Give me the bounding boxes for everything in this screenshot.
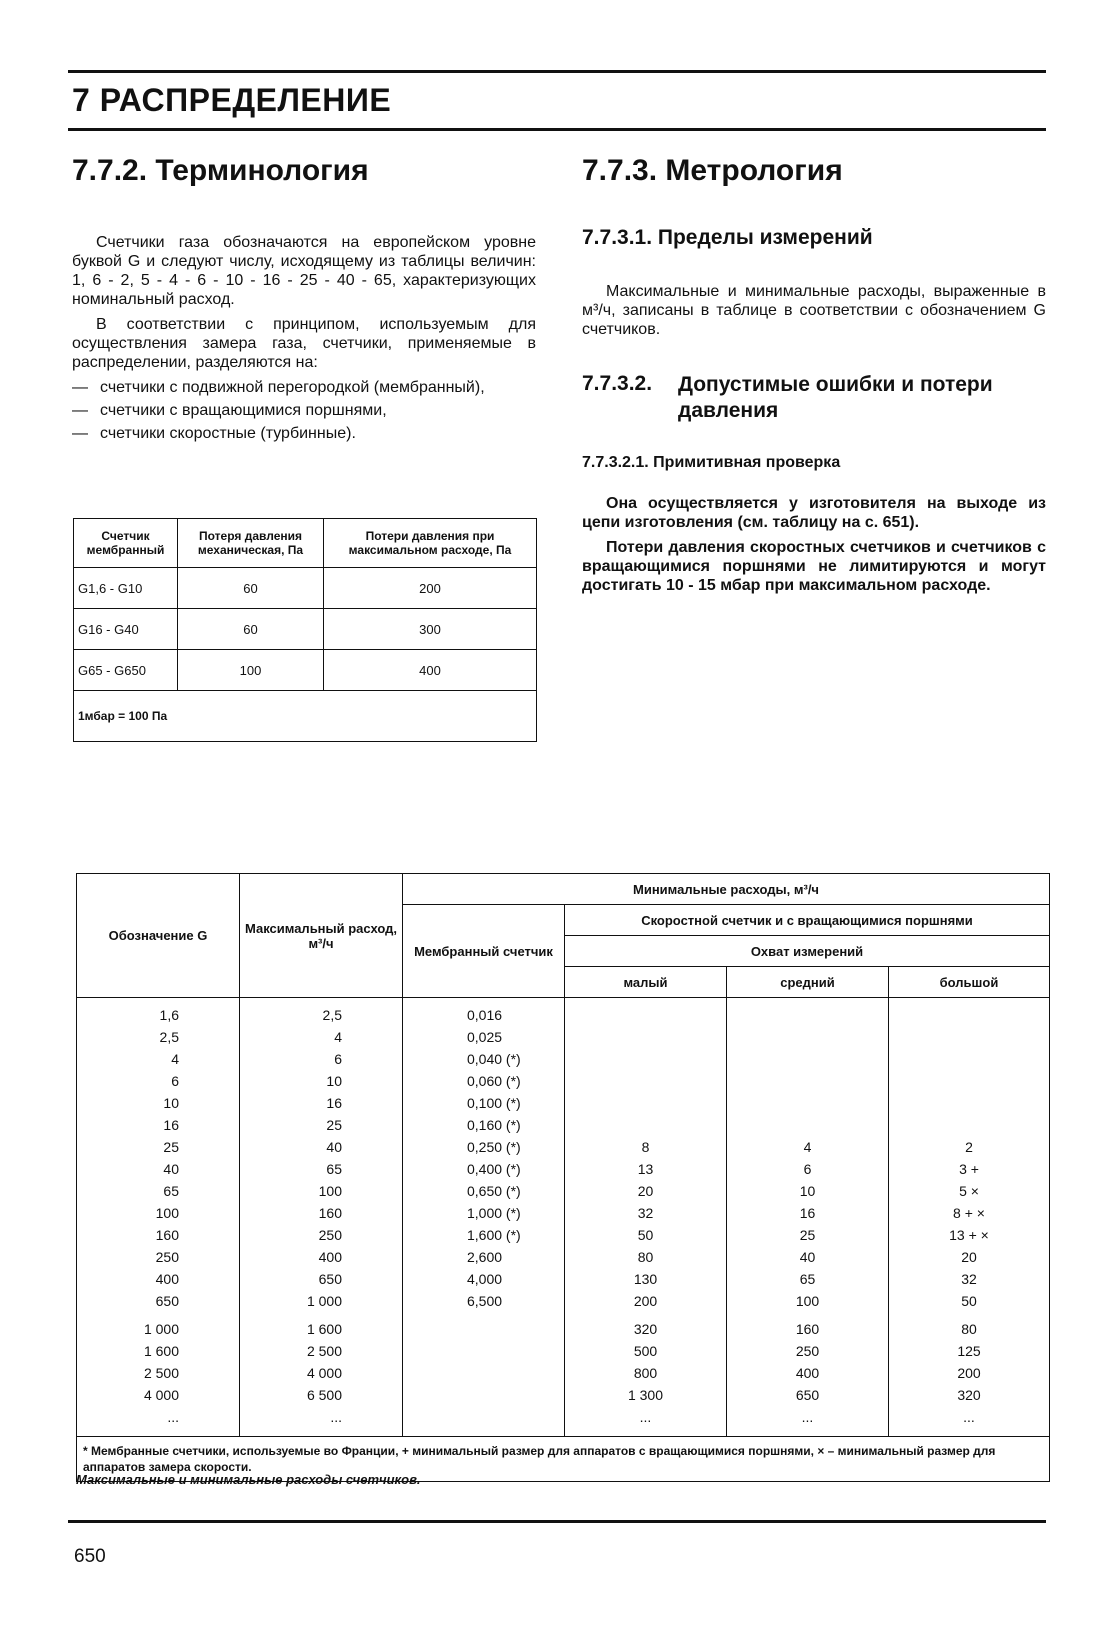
table-cell: 130: [565, 1268, 727, 1290]
table-cell: 1 000: [77, 1312, 240, 1340]
page-number: 650: [74, 1546, 106, 1567]
table-cell: 13 + ×: [889, 1224, 1050, 1246]
dash-bullet: —: [72, 425, 88, 442]
header-membrane: Мембранный счетчик: [403, 905, 565, 998]
table-cell: 0,400 (*): [403, 1158, 565, 1180]
table-cell: 2,5: [77, 1026, 240, 1048]
table-row: [77, 1092, 1050, 1114]
table-cell: [727, 998, 889, 1027]
table-cell: 320: [565, 1312, 727, 1340]
table-cell: 0,100 (*): [403, 1092, 565, 1114]
table-note-row: [74, 691, 537, 742]
table-cell: 6: [240, 1048, 403, 1070]
table-cell: 0,060 (*): [403, 1070, 565, 1092]
table-cell: 400: [727, 1362, 889, 1384]
table-cell: 1 600: [240, 1312, 403, 1340]
table-cell: 6 500: [240, 1384, 403, 1406]
table-cell: [565, 1092, 727, 1114]
list-item-text: счетчики с подвижной перегородкой (мембранный),: [100, 379, 485, 396]
table-row: [74, 650, 537, 691]
chapter-title: 7 РАСПРЕДЕЛЕНИЕ: [72, 82, 392, 118]
table-cell: 400: [77, 1268, 240, 1290]
table-cell: 160: [77, 1224, 240, 1246]
section-title-terminology: 7.7.2. Терминология: [72, 154, 369, 187]
dash-bullet: —: [72, 402, 88, 419]
table-cell: [889, 1114, 1050, 1136]
table-cell: 100: [240, 1180, 403, 1202]
table-cell: 40: [240, 1136, 403, 1158]
primitive-check-paragraph-1: Она осуществляется у изготовителя на выходе из цепи изготовления (см. таблицу на с. 651).: [582, 495, 1046, 531]
table-cell: 650: [727, 1384, 889, 1406]
table-footnote: * Мембранные счетчики, используемые во Франции, + минимальный размер для аппаратов с вращающимися поршнями, × – минимальный размер для аппаратов замера скорости.: [77, 1437, 1050, 1482]
table-cell: 160: [240, 1202, 403, 1224]
table-cell: 250: [727, 1340, 889, 1362]
limits-text: [582, 282, 1046, 345]
table-cell: [889, 1026, 1050, 1048]
table-cell: [727, 1048, 889, 1070]
table-cell: G16 - G40: [74, 609, 178, 650]
table-header: Потери давления при максимальном расходе, Па: [324, 519, 537, 568]
table-cell: 60: [178, 568, 324, 609]
bottom-rule: [68, 1520, 1046, 1523]
table-cell: 2,600: [403, 1246, 565, 1268]
table-cell: 1,000 (*): [403, 1202, 565, 1224]
table-cell: [565, 1026, 727, 1048]
table-row: [77, 1026, 1050, 1048]
table-cell: 1,600 (*): [403, 1224, 565, 1246]
table-cell: 32: [565, 1202, 727, 1224]
table-cell: 500: [565, 1340, 727, 1362]
table-cell: 16: [240, 1092, 403, 1114]
table-cell: [727, 1114, 889, 1136]
table-header: Потеря давления механическая, Па: [178, 519, 324, 568]
table-cell: 2,5: [240, 998, 403, 1027]
subsection-number: 7.7.3.2.: [582, 372, 653, 395]
table-cell: 25: [240, 1114, 403, 1136]
primitive-check-paragraph-2: Потери давления скоростных счетчиков и счетчиков с вращающимися поршнями не лимитируются и могут достигать 10 - 15 мбар при максимальном расходе.: [582, 539, 1046, 594]
table-cell: ...: [240, 1406, 403, 1437]
subsection-title-limits: 7.7.3.1. Пределы измерений: [582, 226, 873, 249]
table-cell: 2 500: [240, 1340, 403, 1362]
table-cell: 0,040 (*): [403, 1048, 565, 1070]
table-cell: 0,016: [403, 998, 565, 1027]
table-cell: 3 +: [889, 1158, 1050, 1180]
table-cell: 0,250 (*): [403, 1136, 565, 1158]
table-cell: 2: [889, 1136, 1050, 1158]
header-max-flow: [240, 874, 403, 998]
table-cell: 1 000: [240, 1290, 403, 1312]
table-cell: 800: [565, 1362, 727, 1384]
primitive-check-text: [582, 494, 1046, 601]
table-note: 1мбар = 100 Па: [74, 691, 537, 742]
table-cell: [565, 1070, 727, 1092]
table-row: [77, 1158, 1050, 1180]
table-cell: 50: [565, 1224, 727, 1246]
table-row: [77, 1114, 1050, 1136]
table-cell: 80: [565, 1246, 727, 1268]
table-cell: 32: [889, 1268, 1050, 1290]
table-cell: 4: [727, 1136, 889, 1158]
table-cell: 6: [77, 1070, 240, 1092]
top-rule: [68, 70, 1046, 73]
subsection-text: Допустимые ошибки и потери давления: [678, 373, 993, 422]
subsection-title-errors: [582, 372, 1046, 424]
table-cell: 650: [240, 1268, 403, 1290]
table-cell: 400: [240, 1246, 403, 1268]
table-cell: [727, 1092, 889, 1114]
table-cell: [403, 1340, 565, 1362]
table-cell: 200: [324, 568, 537, 609]
table-cell: 300: [324, 609, 537, 650]
table-cell: 10: [240, 1070, 403, 1092]
table-row: [77, 998, 1050, 1027]
table-cell: 20: [889, 1246, 1050, 1268]
table-row: [77, 1246, 1050, 1268]
table-row: [77, 1362, 1050, 1384]
table-cell: 16: [77, 1114, 240, 1136]
table-cell: G1,6 - G10: [74, 568, 178, 609]
table-row: [77, 1048, 1050, 1070]
table-cell: 40: [727, 1246, 889, 1268]
table-cell: 4: [77, 1048, 240, 1070]
table-cell: 5 ×: [889, 1180, 1050, 1202]
flow-rates-body: [77, 998, 1050, 1437]
table-cell: 1 600: [77, 1340, 240, 1362]
table-header: Счетчик мембранный: [74, 519, 178, 568]
list-item: [72, 401, 536, 420]
table-row: [77, 1406, 1050, 1437]
table-cell: 10: [77, 1092, 240, 1114]
table-cell: [565, 998, 727, 1027]
table-cell: [403, 1312, 565, 1340]
terminology-paragraph-1: Счетчики газа обозначаются на европейском уровне буквой G и следуют числу, исходящему из таблицы величин: 1, 6 - 2, 5 - 4 - 6 - 10 - 16 - 25 - 40 - 65, характеризующих номинальный расход.: [72, 234, 536, 308]
table-cell: 60: [178, 609, 324, 650]
table-cell: ...: [77, 1406, 240, 1437]
pressure-loss-table: [73, 518, 537, 742]
table-row: [77, 1224, 1050, 1246]
table-cell: 320: [889, 1384, 1050, 1406]
table-cell: 4 000: [77, 1384, 240, 1406]
table-cell: 65: [727, 1268, 889, 1290]
limits-paragraph: Максимальные и минимальные расходы, выраженные в м³/ч, записаны в таблице в соответствии с обозначением G счетчиков.: [582, 283, 1046, 338]
terminology-text: [72, 233, 536, 447]
table-cell: 200: [889, 1362, 1050, 1384]
table-cell: 25: [727, 1224, 889, 1246]
table-cell: 4,000: [403, 1268, 565, 1290]
table-cell: [727, 1026, 889, 1048]
table-cell: 250: [77, 1246, 240, 1268]
table-cell: 0,025: [403, 1026, 565, 1048]
table-cell: 20: [565, 1180, 727, 1202]
table-cell: 8: [565, 1136, 727, 1158]
header-medium: средний: [727, 967, 889, 998]
table-cell: 2 500: [77, 1362, 240, 1384]
list-item-text: счетчики скоростные (турбинные).: [100, 425, 356, 442]
table-cell: [889, 1092, 1050, 1114]
header-designation: Обозначение G: [77, 874, 240, 998]
table-cell: [565, 1048, 727, 1070]
table-cell: 125: [889, 1340, 1050, 1362]
table-cell: 200: [565, 1290, 727, 1312]
table-caption: Максимальные и минимальные расходы счетчиков.: [76, 1472, 421, 1487]
table-cell: 4 000: [240, 1362, 403, 1384]
table-cell: 650: [77, 1290, 240, 1312]
table-cell: [403, 1384, 565, 1406]
table-cell: ...: [565, 1406, 727, 1437]
list-item: [72, 378, 536, 397]
table-row: [77, 1202, 1050, 1224]
table-row: [77, 1312, 1050, 1340]
table-cell: 65: [240, 1158, 403, 1180]
table-cell: 65: [77, 1180, 240, 1202]
table-cell: [889, 998, 1050, 1027]
table-cell: [889, 1048, 1050, 1070]
table-row: [74, 568, 537, 609]
table-cell: 8 + ×: [889, 1202, 1050, 1224]
header-min-flow: Минимальные расходы, м³/ч: [403, 874, 1050, 905]
table-cell: [403, 1406, 565, 1437]
table-cell: 1,6: [77, 998, 240, 1027]
header-large: большой: [889, 967, 1050, 998]
table-cell: 50: [889, 1290, 1050, 1312]
table-row: [77, 1180, 1050, 1202]
list-item-text: счетчики с вращающимися поршнями,: [100, 402, 387, 419]
table-cell: 6,500: [403, 1290, 565, 1312]
table-cell: 1 300: [565, 1384, 727, 1406]
header-max-flow-text: Максимальный расход, м³/ч: [244, 920, 398, 951]
table-cell: 400: [324, 650, 537, 691]
table-cell: 80: [889, 1312, 1050, 1340]
table-cell: ...: [889, 1406, 1050, 1437]
table-cell: [727, 1070, 889, 1092]
list-item: [72, 424, 536, 443]
table-row: [77, 1136, 1050, 1158]
table-cell: 25: [77, 1136, 240, 1158]
chapter-rule: [68, 128, 1046, 131]
table-cell: 40: [77, 1158, 240, 1180]
table-cell: 13: [565, 1158, 727, 1180]
subsection-title-primitive-check: 7.7.3.2.1. Примитивная проверка: [582, 454, 841, 471]
table-cell: G65 - G650: [74, 650, 178, 691]
table-cell: 10: [727, 1180, 889, 1202]
table-cell: [565, 1114, 727, 1136]
table-row: [77, 1340, 1050, 1362]
table-cell: 100: [77, 1202, 240, 1224]
table-cell: [889, 1070, 1050, 1092]
table-cell: 6: [727, 1158, 889, 1180]
flow-rates-table: [76, 873, 1050, 1482]
dash-bullet: —: [72, 379, 88, 396]
table-cell: ...: [727, 1406, 889, 1437]
table-cell: 100: [727, 1290, 889, 1312]
table-cell: 160: [727, 1312, 889, 1340]
header-speed-meter: Скоростной счетчик и с вращающимися поршнями: [565, 905, 1050, 936]
table-row: [77, 1070, 1050, 1092]
table-cell: 16: [727, 1202, 889, 1224]
terminology-paragraph-2: В соответствии с принципом, используемым для осуществления замера газа, счетчики, применяемые в распределении, разделяются на:: [72, 316, 536, 371]
table-row: [77, 1384, 1050, 1406]
table-cell: [403, 1362, 565, 1384]
table-row: [74, 609, 537, 650]
table-row: [77, 1268, 1050, 1290]
table-cell: 250: [240, 1224, 403, 1246]
table-cell: 100: [178, 650, 324, 691]
section-title-metrology: 7.7.3. Метрология: [582, 154, 843, 187]
table-cell: 0,650 (*): [403, 1180, 565, 1202]
table-row: [77, 1290, 1050, 1312]
table-cell: 0,160 (*): [403, 1114, 565, 1136]
header-range: Охват измерений: [565, 936, 1050, 967]
table-cell: 4: [240, 1026, 403, 1048]
header-small: малый: [565, 967, 727, 998]
